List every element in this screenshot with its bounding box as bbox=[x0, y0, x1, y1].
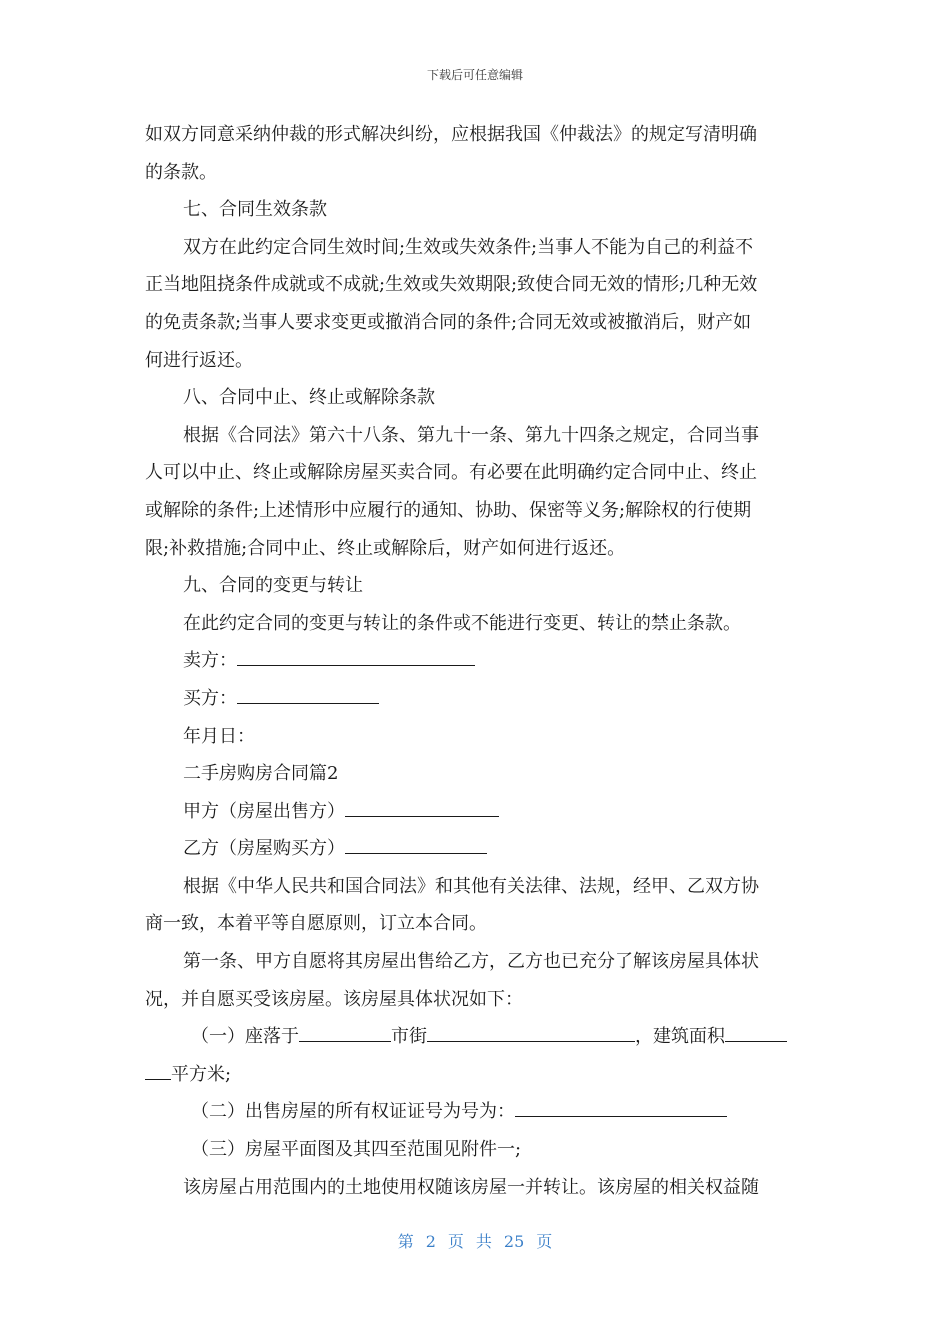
paragraph-line: 根据《中华人民共和国合同法》和其他有关法律、法规，经甲、乙双方协 bbox=[183, 875, 759, 897]
page-header-note: 下载后可任意编辑 bbox=[426, 68, 523, 82]
seller-label: 卖方： bbox=[183, 650, 237, 672]
area-blank-continued bbox=[145, 1063, 171, 1080]
paragraph-line: 的免责条款;当事人要求变更或撤消合同的条件;合同无效或被撤消后，财产如 bbox=[145, 311, 752, 333]
date-line: 年月日： bbox=[183, 725, 255, 747]
certificate-blank bbox=[515, 1100, 727, 1117]
paragraph-line: 在此约定合同的变更与转让的条件或不能进行变更、转让的禁止条款。 bbox=[183, 612, 741, 634]
buyer-signature-line bbox=[145, 680, 807, 718]
party-a-line bbox=[145, 793, 807, 831]
area-unit-line bbox=[145, 1056, 807, 1094]
paragraph-line: 人可以中止、终止或解除房屋买卖合同。有必要在此明确约定合同中止、终止 bbox=[145, 462, 757, 484]
section-heading: 八、合同中止、终止或解除条款 bbox=[183, 387, 435, 409]
certificate-line bbox=[145, 1093, 807, 1131]
location-label: （一）座落于 bbox=[191, 1026, 299, 1048]
seller-signature-line bbox=[145, 642, 807, 680]
paragraph-line: 商一致，本着平等自愿原则，订立本合同。 bbox=[145, 913, 487, 935]
section-heading: 九、合同的变更与转让 bbox=[183, 575, 363, 597]
location-blank bbox=[299, 1025, 391, 1042]
area-label: ，建筑面积 bbox=[635, 1026, 725, 1048]
paragraph-line: 该房屋占用范围内的土地使用权随该房屋一并转让。该房屋的相关权益随 bbox=[183, 1176, 759, 1198]
paragraph-line: 的条款。 bbox=[145, 161, 217, 183]
street-label: 市街 bbox=[391, 1026, 427, 1048]
footer-page-number: 2 bbox=[425, 1232, 436, 1251]
area-blank bbox=[725, 1025, 787, 1042]
paragraph-line: （三）房屋平面图及其四至范围见附件一; bbox=[191, 1139, 522, 1161]
certificate-label: （二）出售房屋的所有权证证号为号为： bbox=[191, 1101, 515, 1123]
paragraph-line: 或解除的条件;上述情形中应履行的通知、协助、保密等义务;解除权的行使期 bbox=[145, 499, 752, 521]
seller-blank bbox=[237, 649, 475, 666]
section-heading: 七、合同生效条款 bbox=[183, 199, 327, 221]
document-body bbox=[145, 116, 807, 1206]
area-unit: 平方米; bbox=[171, 1063, 232, 1085]
footer-gong: 共 bbox=[475, 1232, 492, 1251]
paragraph-line: 何进行返还。 bbox=[145, 349, 253, 371]
page-footer bbox=[0, 1229, 950, 1252]
paragraph-line: 限;补救措施;合同中止、终止或解除后，财产如何进行返还。 bbox=[145, 537, 626, 559]
street-blank bbox=[427, 1025, 635, 1042]
paragraph-line: 双方在此约定合同生效时间;生效或失效条件;当事人不能为自己的利益不 bbox=[183, 236, 754, 258]
party-b-line bbox=[145, 830, 807, 868]
footer-ye: 页 bbox=[447, 1232, 464, 1251]
buyer-blank bbox=[237, 687, 379, 704]
footer-total-pages: 25 bbox=[503, 1232, 525, 1251]
location-line bbox=[145, 1018, 807, 1056]
party-b-label: 乙方（房屋购买方） bbox=[183, 838, 345, 860]
paragraph-line: 况，并自愿买受该房屋。该房屋具体状况如下： bbox=[145, 988, 523, 1010]
party-a-blank bbox=[345, 800, 499, 817]
footer-di: 第 bbox=[397, 1232, 414, 1251]
buyer-label: 买方： bbox=[183, 687, 237, 709]
paragraph-line: 第一条、甲方自愿将其房屋出售给乙方，乙方也已充分了解该房屋具体状 bbox=[183, 951, 759, 973]
party-b-blank bbox=[345, 837, 487, 854]
footer-ye-end: 页 bbox=[536, 1232, 553, 1251]
paragraph-line: 根据《合同法》第六十八条、第九十一条、第九十四条之规定，合同当事 bbox=[183, 424, 759, 446]
party-a-label: 甲方（房屋出售方） bbox=[183, 800, 345, 822]
paragraph-line: 如双方同意采纳仲裁的形式解决纠纷，应根据我国《仲裁法》的规定写清明确 bbox=[145, 124, 757, 145]
section-title: 二手房购房合同篇2 bbox=[183, 763, 339, 785]
paragraph-line: 正当地阻挠条件成就或不成就;生效或失效期限;致使合同无效的情形;几种无效 bbox=[145, 274, 758, 296]
